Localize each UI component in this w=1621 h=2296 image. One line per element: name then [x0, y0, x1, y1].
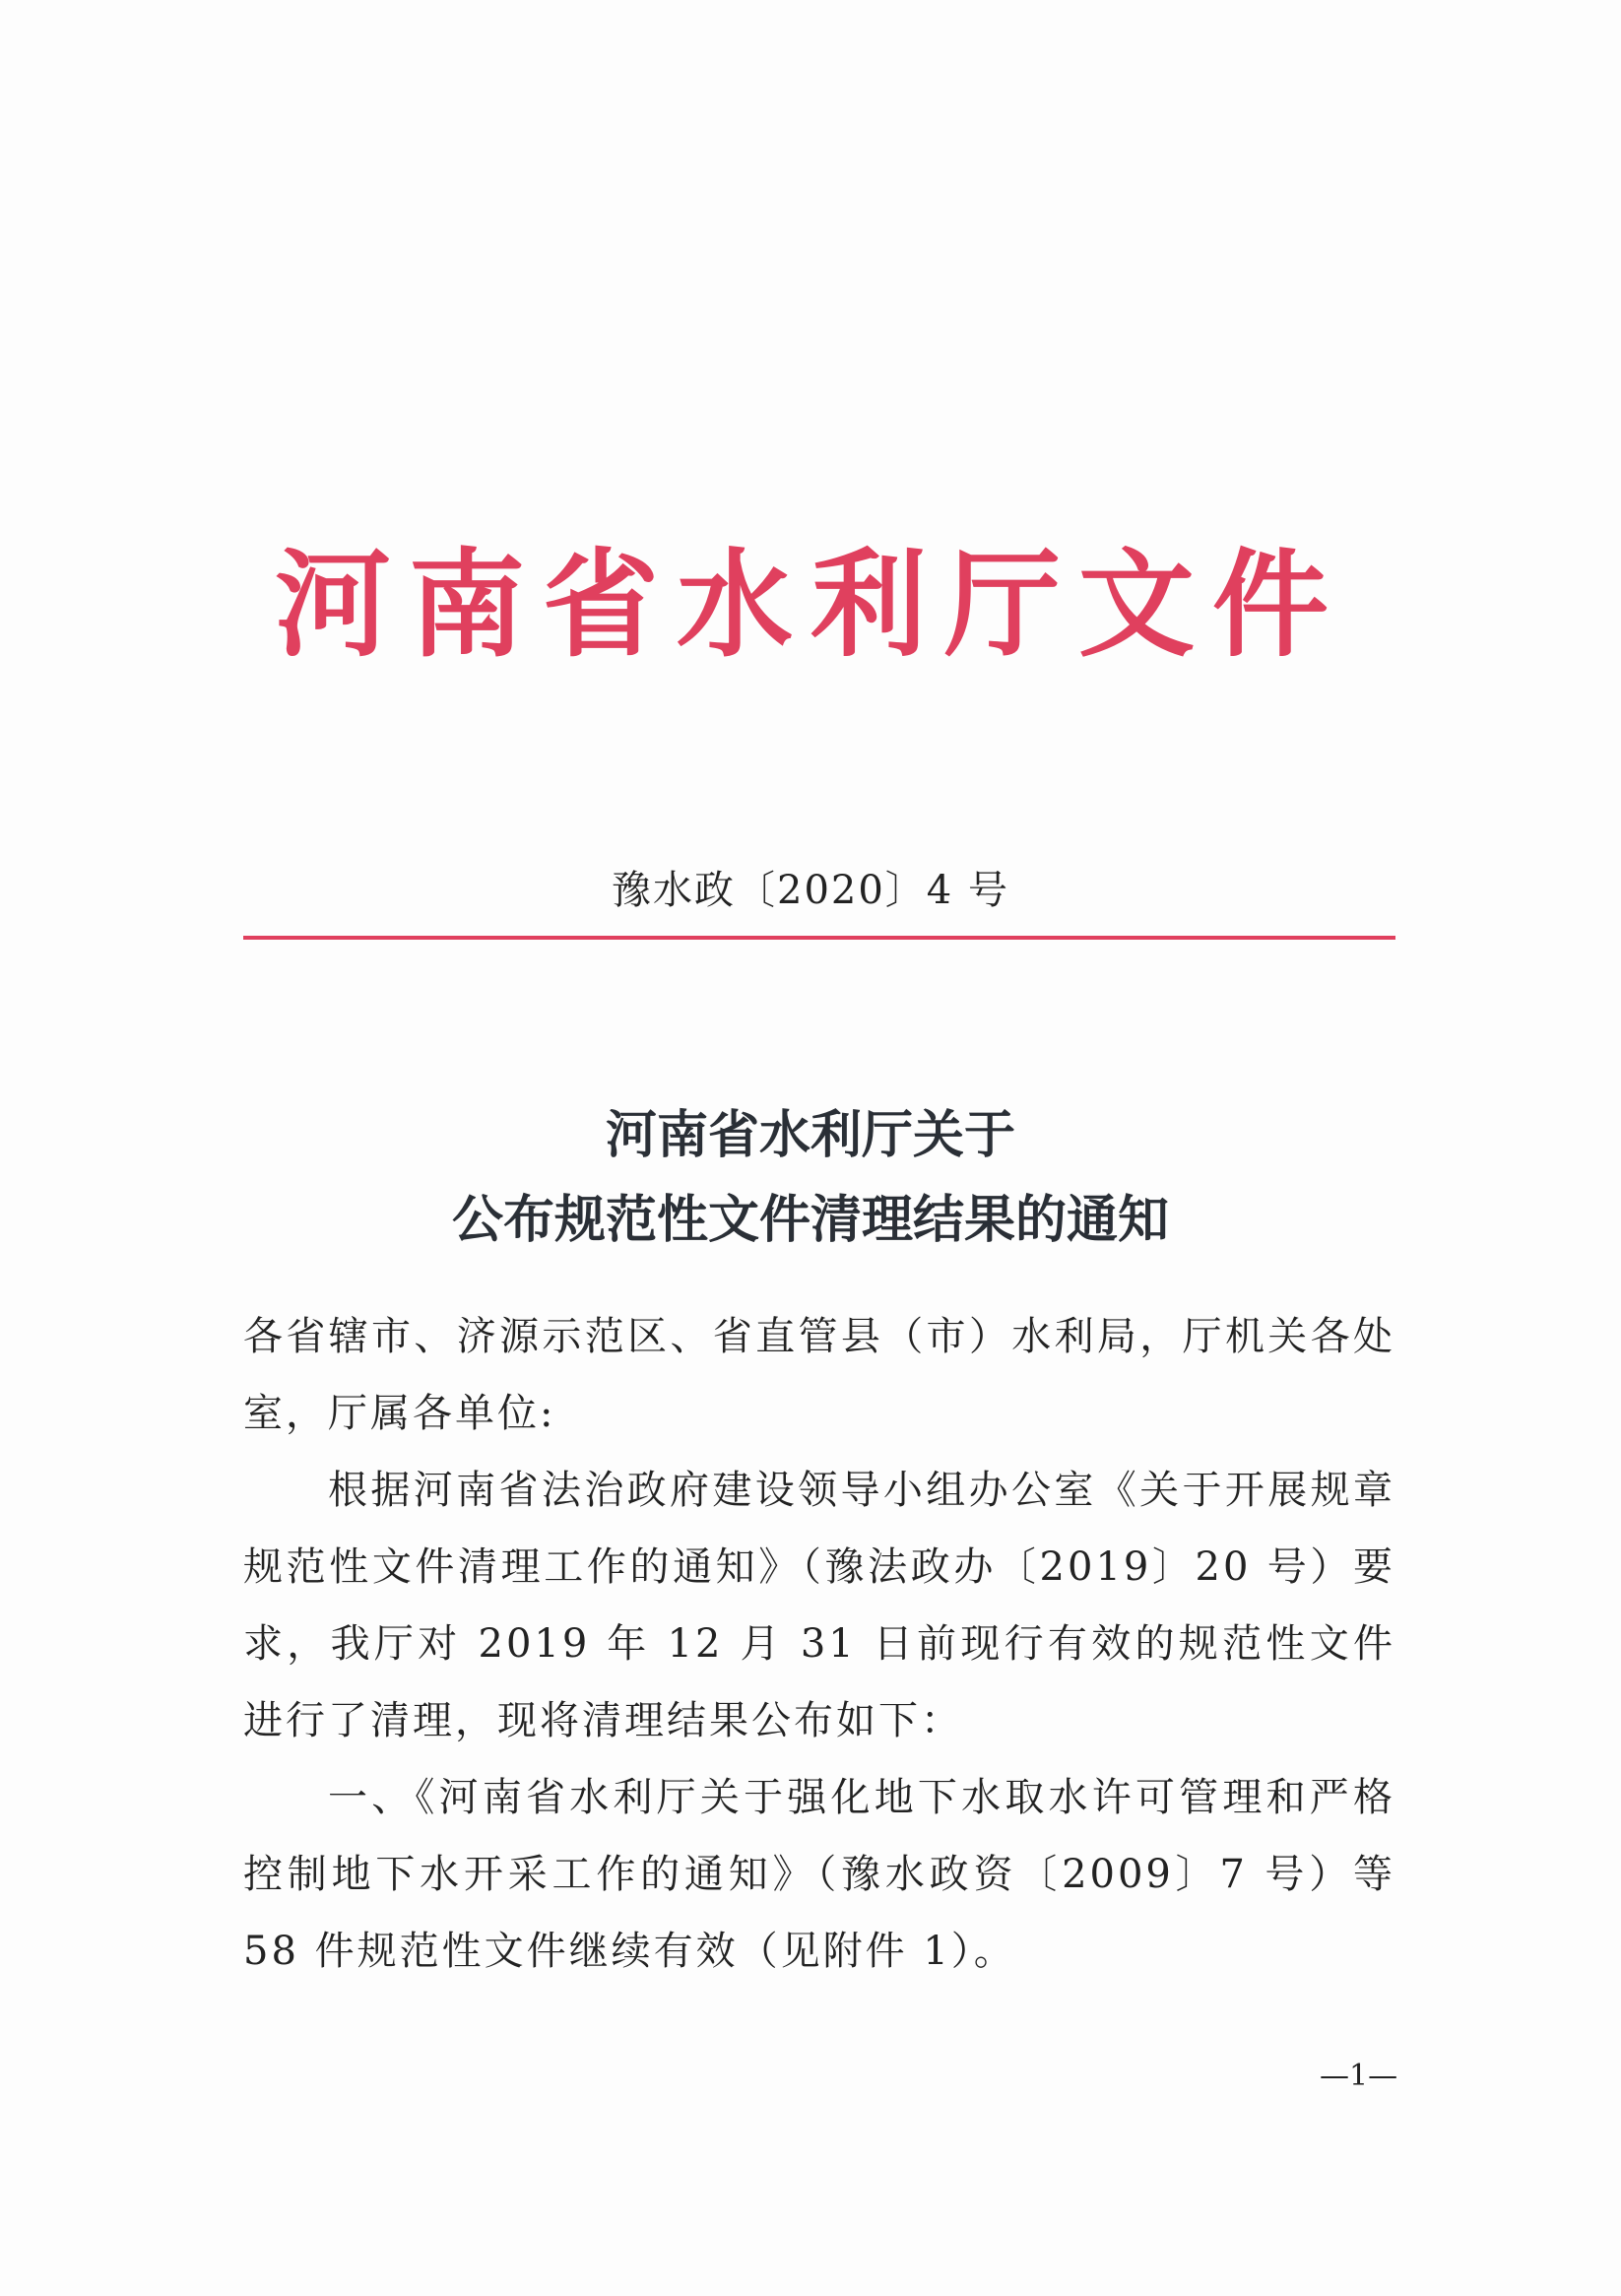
body-paragraph-1: 根据河南省法治政府建设领导小组办公室《关于开展规章规范性文件清理工作的通知》（豫法政办〔2019〕20 号）要求，我厅对 2019 年 12 月 31 日前现行有效的规范性文件进行了清理，现将清理结果公布如下：	[243, 1468, 1395, 1743]
page-number: —1—	[1320, 2059, 1398, 2093]
addressees: 各省辖市、济源示范区、省直管县（市）水利局，厅机关各处室，厅属各单位:	[243, 1314, 1395, 1436]
red-divider	[243, 936, 1395, 940]
document-body	[243, 1298, 1395, 1990]
document-masthead: 河南省水利厅文件	[274, 537, 1346, 673]
body-paragraph-2: 一、《河南省水利厅关于强化地下水取水许可管理和严格控制地下水开采工作的通知》（豫水政资〔2009〕7 号）等 58 件规范性文件继续有效（见附件 1）。	[243, 1775, 1395, 1974]
title-line-1: 河南省水利厅关于	[605, 1106, 1015, 1165]
title-line-2: 公布规范性文件清理结果的通知	[451, 1191, 1169, 1250]
document-number: 豫水政〔2020〕4 号	[612, 868, 1009, 913]
document-title	[0, 1093, 1621, 1263]
